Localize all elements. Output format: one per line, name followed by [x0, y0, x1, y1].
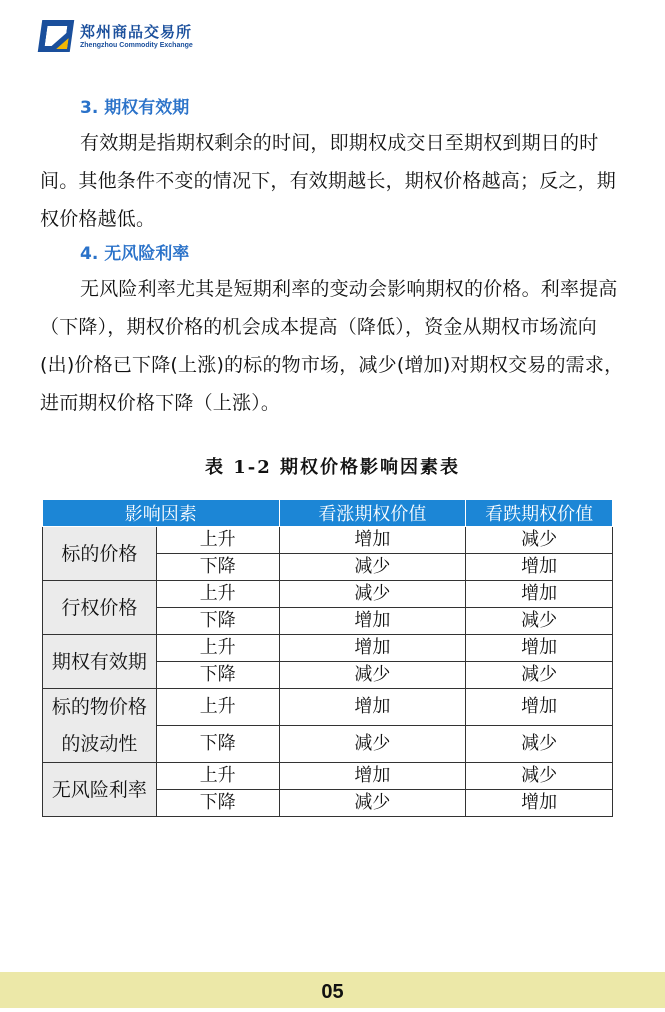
- call-value-cell: 增加: [279, 608, 466, 635]
- brand: [80, 23, 193, 50]
- direction-cell: 上升: [156, 527, 279, 554]
- direction-cell: 上升: [156, 581, 279, 608]
- exchange-logo-icon: [38, 20, 74, 52]
- call-value-cell: 减少: [279, 662, 466, 689]
- put-value-cell: 减少: [466, 763, 613, 790]
- direction-cell: 上升: [156, 763, 279, 790]
- call-value-cell: 增加: [279, 763, 466, 790]
- put-value-cell: 增加: [466, 790, 613, 817]
- body-text: [40, 92, 625, 422]
- direction-cell: 上升: [156, 689, 279, 726]
- section-heading-validity: 3. 期权有效期: [80, 98, 190, 118]
- factor-cell: 行权价格: [43, 581, 157, 635]
- direction-cell: 下降: [156, 790, 279, 817]
- table-header-row: [43, 500, 613, 527]
- call-value-cell: 减少: [279, 726, 466, 763]
- call-value-cell: 减少: [279, 554, 466, 581]
- put-value-cell: 减少: [466, 726, 613, 763]
- factor-cell: 标的物价格: [43, 689, 157, 726]
- table-row: [43, 726, 613, 763]
- put-value-cell: 增加: [466, 581, 613, 608]
- call-value-cell: 增加: [279, 527, 466, 554]
- put-value-cell: 增加: [466, 635, 613, 662]
- header-factor: 影响因素: [43, 500, 280, 527]
- org-name-cn: 郑州商品交易所: [80, 22, 193, 41]
- table-row: [43, 635, 613, 662]
- table-row: [43, 527, 613, 554]
- call-value-cell: 减少: [279, 581, 466, 608]
- direction-cell: 下降: [156, 662, 279, 689]
- direction-cell: 下降: [156, 726, 279, 763]
- section-heading-risk-free-rate: 4. 无风险利率: [80, 244, 190, 264]
- page-header: [40, 18, 193, 54]
- table-row: [43, 763, 613, 790]
- section-paragraph-validity: 有效期是指期权剩余的时间，即期权成交日至期权到期日的时间。其他条件不变的情况下，有效期越长，期权价格越高；反之，期权价格越低。: [40, 132, 617, 230]
- direction-cell: 下降: [156, 554, 279, 581]
- put-value-cell: 增加: [466, 689, 613, 726]
- factors-table: [42, 499, 613, 817]
- put-value-cell: 减少: [466, 662, 613, 689]
- put-value-cell: 减少: [466, 527, 613, 554]
- call-value-cell: 减少: [279, 790, 466, 817]
- header-call-value: 看涨期权价值: [279, 500, 466, 527]
- factor-cell: 标的价格: [43, 527, 157, 581]
- put-value-cell: 增加: [466, 554, 613, 581]
- table-row: [43, 581, 613, 608]
- header-put-value: 看跌期权价值: [466, 500, 613, 527]
- direction-cell: 上升: [156, 635, 279, 662]
- page-number: 05: [321, 981, 344, 1003]
- factor-cell: 无风险利率: [43, 763, 157, 817]
- direction-cell: 下降: [156, 608, 279, 635]
- call-value-cell: 增加: [279, 689, 466, 726]
- put-value-cell: 减少: [466, 608, 613, 635]
- section-paragraph-risk-free-rate: 无风险利率尤其是短期利率的变动会影响期权的价格。利率提高（下降），期权价格的机会成本提高（降低），资金从期权市场流向(出)价格已下降(上涨)的标的物市场，减少(增加)对期权交易的需求，进而期权价格下降（上涨）。: [40, 278, 624, 414]
- page-footer: [0, 972, 665, 1008]
- org-name-en: Zhengzhou Commodity Exchange: [80, 41, 193, 49]
- factor-cell: 期权有效期: [43, 635, 157, 689]
- table-row: [43, 689, 613, 726]
- table-caption: 表 1-2 期权价格影响因素表: [204, 457, 461, 478]
- call-value-cell: 增加: [279, 635, 466, 662]
- factor-cell-line2: 的波动性: [43, 726, 157, 763]
